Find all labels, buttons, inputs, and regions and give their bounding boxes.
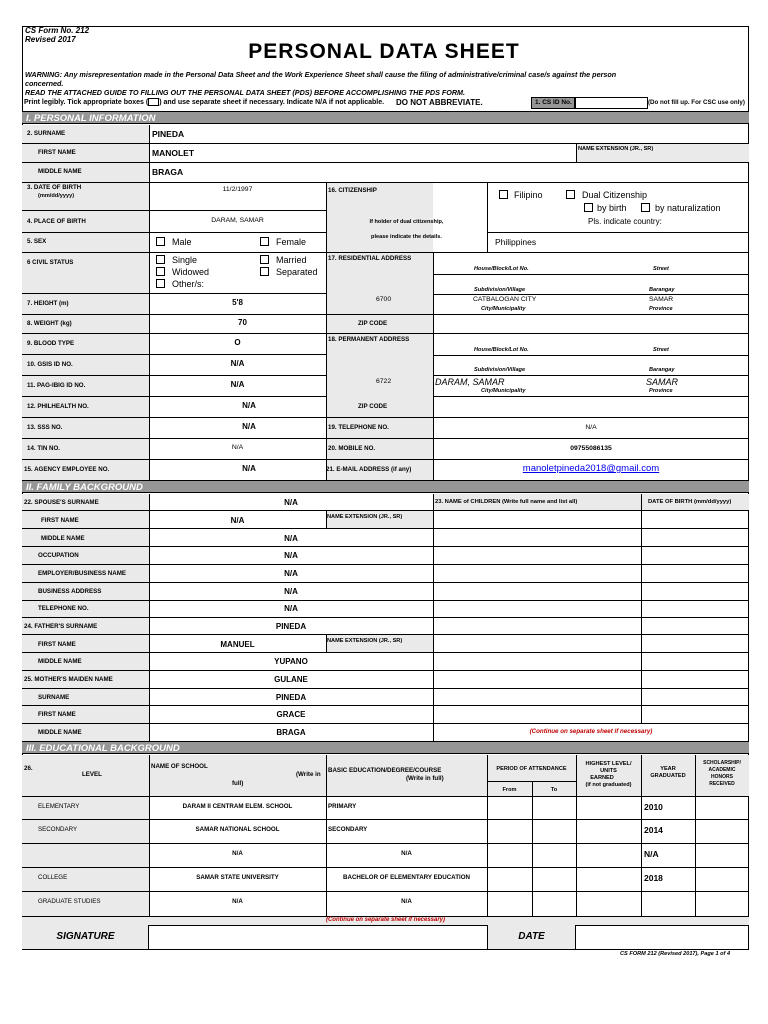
guide-instruction: READ THE ATTACHED GUIDE TO FILLING OUT THE PERSONAL DATA SHEET (PDS) BEFORE ACCOMPLISHING THE PDS FORM. — [25, 88, 466, 97]
by-birth-label: by birth — [597, 203, 627, 213]
spouse-telephone-label: TELEPHONE NO. — [38, 605, 89, 612]
family-continue-note: (Continue on separate sheet if necessary) — [529, 728, 653, 735]
edu-number: 26. — [24, 765, 33, 772]
weight-label: 8. WEIGHT (kg) — [27, 320, 72, 327]
sex-female-label: Female — [276, 237, 307, 247]
gsis-label: 10. GSIS ID NO. — [27, 361, 73, 368]
business-address-value[interactable]: N/A — [284, 587, 298, 596]
father-first-name-value[interactable]: MANUEL — [220, 640, 255, 649]
middle-name-label: MIDDLE NAME — [38, 168, 82, 175]
mother-surname-label: SURNAME — [38, 694, 70, 701]
dob-value[interactable]: 11/2/1997 — [222, 186, 253, 193]
res-zip-value[interactable]: 6700 — [376, 296, 392, 303]
page-title: PERSONAL DATA SHEET — [248, 40, 520, 63]
col-year: YEAR — [660, 766, 676, 772]
res-house-sub: House/Block/Lot No. — [474, 266, 529, 272]
pagibig-value[interactable]: N/A — [230, 380, 245, 389]
spouse-name-ext-label: NAME EXTENSION (JR., SR) — [327, 514, 403, 520]
mother-middle-value[interactable]: BRAGA — [276, 728, 306, 737]
civil-separated-label: Separated — [276, 267, 318, 277]
col-course: BASIC EDUCATION/DEGREE/COURSE — [328, 767, 442, 774]
edu-school-value[interactable]: SAMAR NATIONAL SCHOOL — [195, 826, 280, 833]
spouse-first-name-label: FIRST NAME — [41, 517, 79, 524]
tin-label: 14. TIN NO. — [27, 445, 61, 452]
father-name-ext-label: NAME EXTENSION (JR., SR) — [327, 638, 403, 644]
philhealth-value[interactable]: N/A — [242, 401, 256, 410]
sex-label: 5. SEX — [27, 238, 47, 245]
edu-year-value[interactable]: 2010 — [644, 802, 663, 812]
print-instructions: Print legibly. Tick appropriate boxes ( ) and use separate sheet if necessary. Indicate N/A if not applicable. — [24, 99, 385, 106]
spouse-telephone-value[interactable]: N/A — [284, 604, 298, 613]
civil-single-label: Single — [172, 255, 198, 265]
blood-type-value[interactable]: O — [234, 338, 241, 347]
mother-maiden-label: 25. MOTHER'S MAIDEN NAME — [24, 676, 113, 683]
perm-city-sub: City/Municipality — [481, 388, 526, 394]
email-link[interactable]: manoletpineda2018@gmail.com — [522, 463, 660, 474]
edu-level-label: SECONDARY — [38, 826, 78, 833]
spouse-middle-label: MIDDLE NAME — [41, 535, 85, 542]
perm-street-sub: Street — [653, 347, 669, 353]
father-first-name-label: FIRST NAME — [38, 641, 76, 648]
dual-citizenship-note-2: please indicate the details. — [371, 234, 442, 240]
res-province-sub: Province — [649, 306, 673, 312]
res-subdivision-sub: Subdivision/Village — [474, 287, 526, 293]
pob-label: 4. PLACE OF BIRTH — [27, 218, 86, 225]
civil-separated-checkbox[interactable] — [260, 267, 269, 276]
mother-maiden-value[interactable]: GULANE — [274, 675, 308, 684]
citizenship-filipino-checkbox[interactable] — [499, 190, 508, 199]
date-field[interactable] — [577, 925, 749, 949]
edu-school-value[interactable]: DARAM II CENTRAM ELEM. SCHOOL — [182, 803, 293, 810]
country-value[interactable]: Philippines — [495, 237, 537, 247]
edu-year-value[interactable]: 2018 — [644, 873, 663, 883]
by-naturalization-label: by naturalization — [655, 203, 721, 213]
cs-id-note: (Do not fill up. For CSC use only) — [648, 99, 745, 106]
do-not-abbreviate: DO NOT ABBREVIATE. — [396, 98, 483, 107]
mobile-label: 20. MOBILE NO. — [328, 445, 376, 452]
col-academic: ACADEMIC — [708, 767, 736, 773]
residential-address-label: 17. RESIDENTIAL ADDRESS — [328, 255, 412, 262]
form-number: CS Form No. 212 — [25, 26, 90, 35]
date-label: DATE — [518, 931, 545, 942]
height-label: 7. HEIGHT (m) — [27, 300, 69, 307]
edu-course-value[interactable]: BACHELOR OF ELEMENTARY EDUCATION — [343, 874, 470, 881]
sex-male-checkbox[interactable] — [156, 237, 165, 246]
mother-first-name-label: FIRST NAME — [38, 711, 76, 718]
email-label: 21. E-MAIL ADDRESS (if any) — [326, 466, 412, 473]
civil-widowed-label: Widowed — [172, 267, 210, 277]
surname-label: 2. SURNAME — [27, 130, 66, 137]
spouse-first-name-value[interactable]: N/A — [230, 516, 245, 525]
pob-value[interactable]: DARAM, SAMAR — [211, 217, 264, 224]
col-level: LEVEL — [82, 771, 102, 778]
father-surname-label: 24. FATHER'S SURNAME — [24, 623, 98, 630]
edu-course-value[interactable]: N/A — [401, 850, 412, 857]
col-honors: HONORS — [711, 774, 733, 780]
cs-id-field[interactable] — [575, 97, 648, 109]
form-revision: Revised 2017 — [25, 35, 76, 44]
edu-course-value[interactable]: SECONDARY — [328, 826, 368, 833]
col-graduated: GRADUATED — [650, 773, 686, 779]
res-street-sub: Street — [653, 266, 669, 272]
res-province-value[interactable]: SAMAR — [649, 296, 674, 303]
mother-middle-label: MIDDLE NAME — [38, 729, 82, 736]
perm-zip-label: ZIP CODE — [358, 403, 388, 410]
employer-label: EMPLOYER/BUSINESS NAME — [38, 570, 127, 577]
indicate-country-label: Pls. indicate country: — [588, 217, 662, 226]
spouse-surname-value[interactable]: N/A — [284, 498, 298, 507]
col-received: RECEIVED — [709, 781, 735, 787]
col-period: PERIOD OF ATTENDANCE — [496, 766, 567, 772]
by-birth-checkbox[interactable] — [584, 203, 593, 212]
section-family-background: II. FAMILY BACKGROUND — [22, 480, 749, 493]
perm-province-sub: Province — [649, 388, 673, 394]
permanent-address-label: 18. PERMANENT ADDRESS — [328, 336, 410, 343]
res-zip-label: ZIP CODE — [358, 320, 388, 327]
col-units: UNITS — [600, 768, 617, 774]
perm-barangay-sub: Barangay — [649, 367, 675, 373]
sss-label: 13. SSS NO. — [27, 424, 63, 431]
civil-widowed-checkbox[interactable] — [156, 267, 165, 276]
employer-value[interactable]: N/A — [284, 569, 298, 578]
col-school-full: full) — [232, 780, 244, 787]
spouse-surname-label: 22. SPOUSE'S SURNAME — [24, 499, 99, 506]
business-address-label: BUSINESS ADDRESS — [38, 588, 102, 595]
civil-others-label: Other/s: — [172, 279, 205, 289]
citizenship-filipino-label: Filipino — [514, 190, 543, 200]
sex-male-label: Male — [172, 237, 192, 247]
perm-city-value[interactable]: DARAM, SAMAR — [435, 377, 505, 387]
mother-first-name-value[interactable]: GRACE — [276, 710, 306, 719]
middle-name-value[interactable]: BRAGA — [152, 167, 184, 177]
telephone-value[interactable]: N/A — [585, 424, 597, 431]
perm-house-sub: House/Block/Lot No. — [474, 347, 529, 353]
sex-female-checkbox[interactable] — [260, 237, 269, 246]
edu-year-value[interactable]: N/A — [644, 849, 659, 859]
philhealth-label: 12. PHILHEALTH NO. — [27, 403, 89, 410]
col-school-write: (Write in — [296, 771, 321, 778]
col-scholarship: SCHOLARSHIP/ — [703, 760, 741, 766]
telephone-label: 19. TELEPHONE NO. — [328, 424, 389, 431]
section-personal-info: I. PERSONAL INFORMATION — [22, 111, 749, 124]
res-city-sub: City/Municipality — [481, 306, 526, 312]
height-value[interactable]: 5'8 — [232, 298, 243, 307]
signature-label: SIGNATURE — [56, 931, 115, 942]
weight-value[interactable]: 70 — [238, 318, 247, 327]
dob-format: (mm/dd/yyyy) — [38, 193, 75, 199]
edu-course-value[interactable]: N/A — [401, 898, 412, 905]
edu-school-value[interactable]: N/A — [232, 898, 243, 905]
civil-others-checkbox[interactable] — [156, 279, 165, 288]
first-name-label: FIRST NAME — [38, 149, 76, 156]
warning-text: WARNING: Any misrepresentation made in the Personal Data Sheet and the Work Experience Sheet shall cause the filing of administrative/criminal case/s against the person — [25, 70, 617, 79]
col-highest-level: HIGHEST LEVEL/ — [585, 761, 632, 767]
surname-value[interactable]: PINEDA — [152, 129, 185, 139]
page-number: CS FORM 212 (Revised 2017), Page 1 of 4 — [620, 951, 731, 957]
first-name-value[interactable]: MANOLET — [152, 148, 195, 158]
edu-level-label: ELEMENTARY — [38, 803, 80, 810]
sss-value[interactable]: N/A — [242, 422, 256, 431]
edu-continue-note: (Continue on separate sheet if necessary) — [325, 917, 446, 923]
res-barangay-sub: Barangay — [649, 287, 675, 293]
father-middle-value[interactable]: YUPANO — [274, 657, 308, 666]
mother-surname-value[interactable]: PINEDA — [275, 693, 307, 702]
citizenship-dual-checkbox[interactable] — [566, 190, 575, 199]
col-from: From — [502, 787, 517, 793]
col-not-graduated: (if not graduated) — [585, 782, 632, 788]
tin-value[interactable]: N/A — [231, 444, 244, 451]
father-surname-value[interactable]: PINEDA — [275, 622, 307, 631]
children-dob-label: DATE OF BIRTH (mm/dd/yyyy) — [648, 499, 732, 505]
col-to: To — [550, 787, 558, 793]
col-earned: EARNED — [590, 775, 614, 781]
perm-zip-value[interactable]: 6722 — [376, 378, 392, 385]
gsis-value[interactable]: N/A — [230, 359, 245, 368]
by-naturalization-checkbox[interactable] — [641, 203, 650, 212]
dob-label: 3. DATE OF BIRTH — [27, 184, 82, 191]
agency-employee-label: 15. AGENCY EMPLOYEE NO. — [24, 466, 110, 473]
civil-married-label: Married — [276, 255, 307, 265]
col-school: NAME OF SCHOOL — [151, 763, 208, 770]
perm-subdivision-sub: Subdivision/Village — [474, 367, 526, 373]
citizenship-label: 16. CITIZENSHIP — [328, 187, 377, 194]
res-city-value[interactable]: CATBALOGAN CITY — [473, 296, 537, 303]
edu-course-value[interactable]: PRIMARY — [328, 803, 357, 810]
children-label: 23. NAME of CHILDREN (Write full name and list all) — [435, 499, 578, 505]
dual-citizenship-note: If holder of dual citizenship, — [369, 219, 444, 225]
cs-id-label: 1. CS ID No. — [531, 97, 575, 109]
labels-bg-mid — [326, 182, 433, 480]
section-educational-background: III. EDUCATIONAL BACKGROUND — [22, 741, 749, 754]
signature-field[interactable] — [149, 925, 487, 949]
blood-type-label: 9. BLOOD TYPE — [27, 340, 75, 347]
edu-level-label: COLLEGE — [38, 874, 68, 881]
occupation-label: OCCUPATION — [38, 552, 79, 559]
occupation-value[interactable]: N/A — [284, 551, 298, 560]
pagibig-label: 11. PAG-IBIG ID NO. — [27, 382, 86, 389]
name-extension-label: NAME EXTENSION (JR., SR) — [578, 146, 654, 152]
edu-school-value[interactable]: N/A — [232, 850, 243, 857]
civil-single-checkbox[interactable] — [156, 255, 165, 264]
col-course-write: (Write in full) — [406, 775, 444, 782]
spouse-middle-value[interactable]: N/A — [284, 534, 298, 543]
perm-province-value[interactable]: SAMAR — [646, 377, 679, 387]
civil-status-label: 6 CIVIL STATUS — [27, 259, 74, 266]
edu-school-value[interactable]: SAMAR STATE UNIVERSITY — [196, 874, 279, 881]
agency-employee-value[interactable]: N/A — [242, 464, 256, 473]
edu-year-value[interactable]: 2014 — [644, 825, 663, 835]
civil-married-checkbox[interactable] — [260, 255, 269, 264]
edu-level-label: GRADUATE STUDIES — [38, 898, 101, 905]
father-middle-label: MIDDLE NAME — [38, 658, 82, 665]
mobile-value[interactable]: 09755086135 — [570, 445, 612, 452]
citizenship-dual-label: Dual Citizenship — [582, 190, 648, 200]
warning-text-cont: concerned. — [25, 79, 64, 88]
